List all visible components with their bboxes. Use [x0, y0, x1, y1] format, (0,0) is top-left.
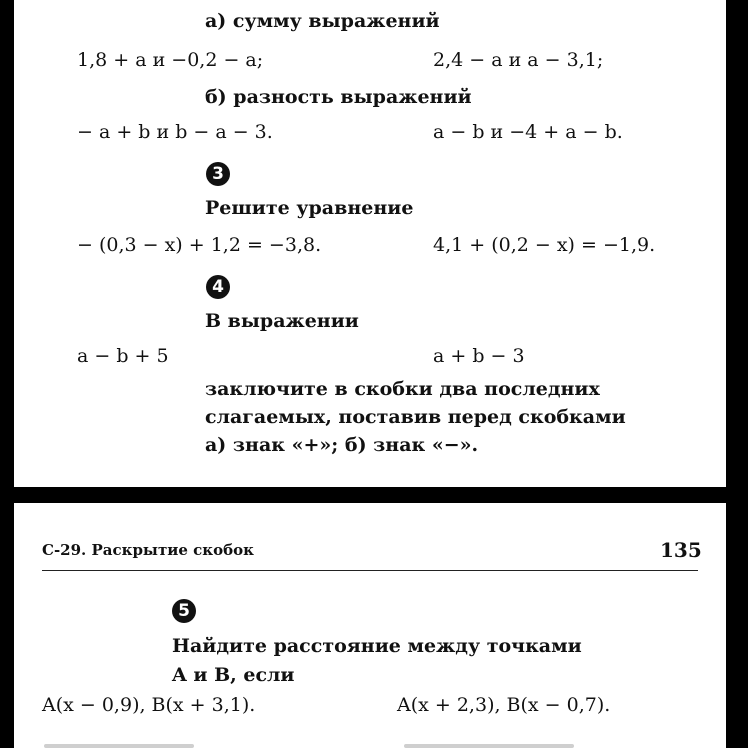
exercise-5-number: 5 [172, 599, 196, 623]
textbook-page-top [14, 0, 726, 487]
exercise-4-right: a + b − 3 [433, 345, 525, 367]
textbook-page-bottom [14, 503, 726, 748]
page-header: С-29. Раскрытие скобок [42, 541, 254, 559]
exercise-3-right: 4,1 + (0,2 − x) = −1,9. [433, 234, 656, 256]
exercise-4-line-1: заключите в скобки два последних [205, 378, 600, 400]
exercise-3-number: 3 [206, 162, 230, 186]
exercise-5-title-line-1: Найдите расстояние между точками [172, 635, 582, 657]
item-b-left: − a + b и b − a − 3. [77, 121, 273, 143]
exercise-5-right: A(x + 2,3), B(x − 0,7). [397, 694, 611, 716]
item-b-right: a − b и −4 + a − b. [433, 121, 623, 143]
exercise-4-title: В выражении [205, 310, 359, 332]
exercise-4-number: 4 [206, 275, 230, 299]
header-rule [42, 570, 698, 571]
cut-off-text-fragment [404, 744, 574, 748]
item-b-label: б) разность выражений [205, 86, 472, 108]
exercise-4-line-2: слагаемых, поставив перед скобками [205, 406, 626, 428]
page-number: 135 [660, 538, 702, 562]
exercise-5-title-line-2: A и B, если [172, 664, 295, 686]
cut-off-text-fragment [44, 744, 194, 748]
item-a-left: 1,8 + a и −0,2 − a; [77, 49, 264, 71]
item-a-right: 2,4 − a и a − 3,1; [433, 49, 604, 71]
exercise-5-left: A(x − 0,9), B(x + 3,1). [42, 694, 256, 716]
exercise-3-title: Решите уравнение [205, 197, 414, 219]
item-a-label: а) сумму выражений [205, 10, 440, 32]
exercise-4-line-3: а) знак «+»; б) знак «−». [205, 434, 479, 456]
exercise-3-left: − (0,3 − x) + 1,2 = −3,8. [77, 234, 322, 256]
exercise-4-left: a − b + 5 [77, 345, 169, 367]
